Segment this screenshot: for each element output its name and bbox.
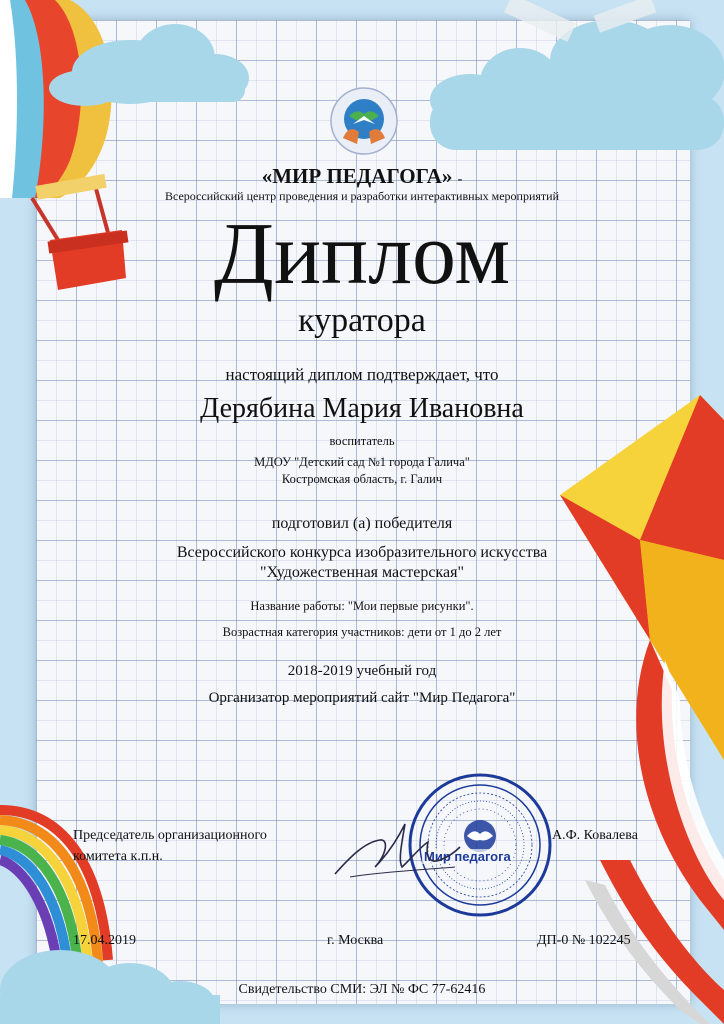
issue-date: 17.04.2019 <box>73 933 136 948</box>
prepared-text: подготовил (а) победителя <box>271 515 453 532</box>
recipient-location: Костромская область, г. Галич <box>281 472 443 486</box>
age-category: Возрастная категория участников: дети от 1 до 2 лет <box>222 625 502 639</box>
cloud-icon-top-right <box>430 20 724 150</box>
signer-name: А.Ф. Ковалева <box>552 828 638 843</box>
school-year: 2018-2019 учебный год <box>287 663 437 679</box>
recipient-position: воспитатель <box>329 434 395 448</box>
contest-line1: Всероссийского конкурса изобразительного искусства <box>176 544 548 561</box>
org-name-text: «МИР ПЕДАГОГА» <box>261 164 453 188</box>
media-registration: Свидетельство СМИ: ЭЛ № ФС 77-62416 <box>238 982 486 997</box>
contest-line2: "Художественная мастерская" <box>260 564 464 581</box>
signature-icon <box>330 812 465 887</box>
chair-title-line1: Председатель организационного <box>73 828 267 843</box>
org-dash: - <box>457 172 463 187</box>
recipient-institution: МДОУ "Детский сад №1 города Галича" <box>254 455 470 469</box>
organizer-text: Организатор мероприятий сайт "Мир Педагога" <box>208 690 516 706</box>
org-subtitle: Всероссийский центр проведения и разработки интерактивных мероприятий <box>165 189 559 203</box>
recipient-name: Дерябина Мария Ивановна <box>200 393 524 424</box>
org-logo-icon <box>329 86 399 156</box>
work-title: Название работы: "Мои первые рисунки". <box>250 599 474 613</box>
diploma-title: Диплом <box>213 206 511 303</box>
diploma-number: ДП-0 № 102245 <box>537 933 631 948</box>
stamp-center-text: Мир педагога <box>424 849 511 864</box>
org-name <box>0 164 724 189</box>
diploma-subtitle: куратора <box>298 302 426 339</box>
issue-city: г. Москва <box>327 933 384 948</box>
chair-title-line2: комитета к.п.н. <box>73 849 163 864</box>
kite-icon <box>560 395 724 1024</box>
confirm-text: настоящий диплом подтверждает, что <box>225 365 499 384</box>
